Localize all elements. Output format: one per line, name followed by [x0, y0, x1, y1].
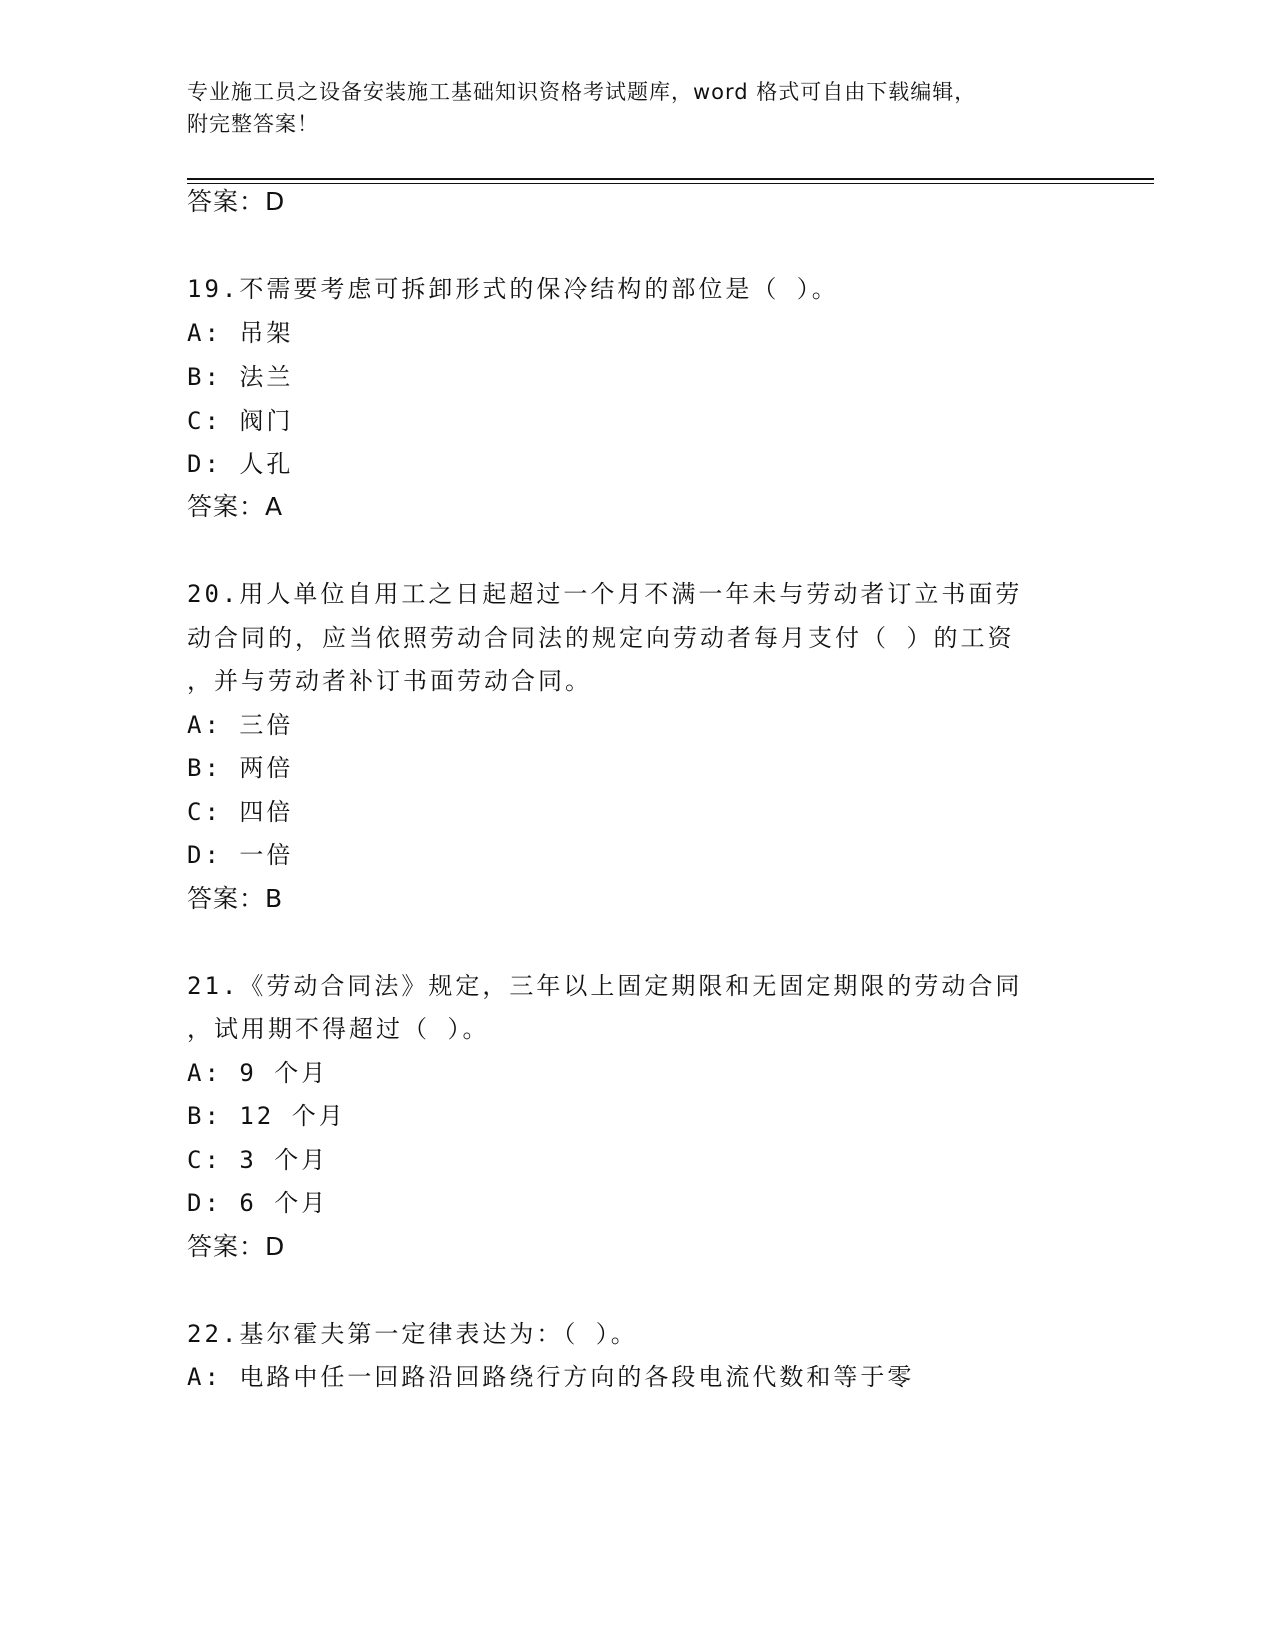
- question-21-answer: 答案：D: [187, 1232, 286, 1261]
- question-21-stem-line-1: 21.《劳动合同法》规定，三年以上固定期限和无固定期限的劳动合同: [187, 972, 1023, 1000]
- question-19-option-c: C: 阀门: [187, 407, 294, 435]
- question-19-option-d: D: 人孔: [187, 450, 294, 478]
- document-header: [187, 76, 1067, 140]
- question-20-option-a: A: 三倍: [187, 711, 294, 739]
- question-20-stem-line-2: 动合同的，应当依照劳动合同法的规定向劳动者每月支付（ ）的工资: [187, 624, 1015, 652]
- question-21-option-c: C: 3 个月: [187, 1146, 329, 1174]
- question-20-stem-line-3: ，并与劳动者补订书面劳动合同。: [187, 667, 592, 695]
- question-21-option-a: A: 9 个月: [187, 1059, 329, 1087]
- header-line-2: 附完整答案！: [187, 112, 319, 136]
- question-20-option-c: C: 四倍: [187, 798, 294, 826]
- question-19-answer: 答案：A: [187, 492, 284, 521]
- question-20-stem-line-1: 20.用人单位自用工之日起超过一个月不满一年未与劳动者订立书面劳: [187, 580, 1023, 608]
- header-divider-thin: [187, 183, 1154, 184]
- answer-line: 答案：D: [187, 187, 286, 216]
- header-line-1: 专业施工员之设备安装施工基础知识资格考试题库，word 格式可自由下载编辑，: [187, 80, 977, 104]
- question-20-option-b: B: 两倍: [187, 754, 294, 782]
- question-21-option-d: D: 6 个月: [187, 1189, 329, 1217]
- question-19-option-a: A: 吊架: [187, 319, 294, 347]
- question-20-option-d: D: 一倍: [187, 841, 294, 869]
- question-19-stem: 19.不需要考虑可拆卸形式的保冷结构的部位是（ ）。: [187, 275, 839, 303]
- question-21-stem-line-2: ，试用期不得超过（ ）。: [187, 1015, 490, 1043]
- question-19-option-b: B: 法兰: [187, 363, 294, 391]
- question-20-answer: 答案：B: [187, 884, 284, 913]
- question-22-stem: 22.基尔霍夫第一定律表达为：（ ）。: [187, 1320, 638, 1348]
- header-divider: [187, 178, 1154, 180]
- question-21-option-b: B: 12 个月: [187, 1102, 346, 1130]
- question-22-option-a: A: 电路中任一回路沿回路绕行方向的各段电流代数和等于零: [187, 1363, 915, 1391]
